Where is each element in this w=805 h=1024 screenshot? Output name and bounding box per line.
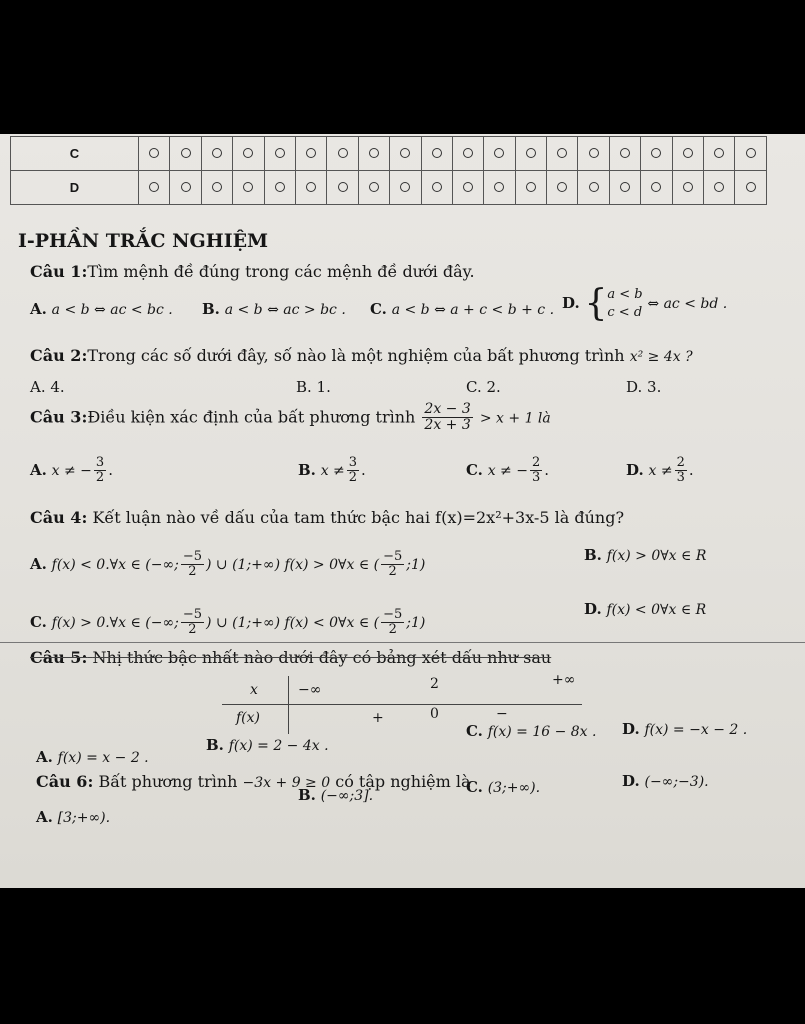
answer-cell[interactable]: [547, 137, 578, 171]
q4-option-c[interactable]: [30, 608, 425, 638]
answer-bubble[interactable]: [714, 148, 724, 158]
q3-option-a[interactable]: A. x ≠ − $\frac{3}{2}$ .: [30, 455, 113, 486]
answer-cell[interactable]: [609, 171, 640, 205]
answer-cell[interactable]: [672, 171, 703, 205]
answer-bubble[interactable]: [400, 182, 410, 192]
answer-cell[interactable]: [609, 137, 640, 171]
option-label: D.: [584, 600, 602, 618]
question-label: Câu 6:: [36, 772, 94, 791]
fraction: [381, 550, 404, 580]
fraction-numerator: 3: [95, 455, 105, 470]
answer-cell[interactable]: [484, 171, 515, 205]
option-text: a < b ⇔ a + c < b + c .: [391, 302, 555, 318]
option-text: ) ∪ (1;+∞) f(x) > 0∀x ∈ (: [206, 556, 380, 573]
option-label: D.: [626, 460, 644, 479]
exam-paper: [0, 134, 805, 888]
fraction: [675, 456, 687, 486]
answer-cell[interactable]: [704, 171, 735, 205]
option-label: A.: [30, 300, 47, 318]
answer-bubble[interactable]: [243, 182, 253, 192]
answer-bubble[interactable]: [275, 148, 285, 158]
sign-table-pos-inf: +∞: [552, 672, 576, 688]
fraction: [530, 456, 542, 486]
q5-option-a[interactable]: [36, 748, 149, 766]
sign-table-zero: 0: [430, 706, 439, 722]
fraction-denominator: 3: [531, 470, 541, 486]
q6-option-b[interactable]: [298, 786, 373, 804]
answer-cell[interactable]: [578, 137, 609, 171]
answer-cell[interactable]: [170, 171, 201, 205]
option-text: ) ∪ (1;+∞) f(x) < 0∀x ∈ (: [206, 614, 380, 631]
fraction-denominator: 2x + 3: [424, 417, 471, 434]
answer-row-d: [11, 171, 767, 205]
answer-bubble[interactable]: [463, 148, 473, 158]
q1-option-b[interactable]: [202, 300, 346, 318]
q4-option-b[interactable]: [584, 546, 706, 564]
answer-row-c: [11, 137, 767, 171]
option-text: f(x) = 16 − 8x .: [487, 724, 597, 740]
answer-cell[interactable]: [327, 171, 358, 205]
answer-bubble[interactable]: [432, 148, 442, 158]
answer-cell[interactable]: [421, 137, 452, 171]
answer-bubble[interactable]: [212, 148, 222, 158]
option-label: C.: [466, 460, 483, 479]
answer-bubble[interactable]: [651, 148, 661, 158]
paper-fold-line: [0, 642, 805, 643]
fraction-denominator: 3: [676, 470, 685, 486]
answer-cell[interactable]: [201, 171, 232, 205]
fraction-denominator: 2: [188, 564, 197, 580]
answer-bubble[interactable]: [557, 182, 567, 192]
answer-bubble[interactable]: [338, 148, 348, 158]
option-text: ;1): [406, 614, 426, 631]
fraction: [181, 550, 204, 580]
q5-option-b[interactable]: [206, 736, 329, 754]
sign-table-root: 2: [430, 676, 439, 692]
answer-bubble[interactable]: [589, 182, 599, 192]
answer-cell[interactable]: [170, 137, 201, 171]
answer-cell[interactable]: [515, 171, 546, 205]
option-text: x ≠: [648, 462, 673, 479]
q1-option-a[interactable]: [30, 300, 173, 318]
q5-option-c[interactable]: [466, 722, 596, 740]
fraction: [181, 608, 204, 638]
q2-option-c[interactable]: C. 2.: [466, 378, 501, 396]
question-expression: > x + 1 là: [479, 410, 551, 427]
question-label: Câu 2:: [30, 346, 88, 365]
answer-bubble[interactable]: [432, 182, 442, 192]
fraction: [94, 456, 106, 486]
option-text: f(x) = x − 2 .: [57, 750, 149, 766]
answer-cell[interactable]: [358, 171, 389, 205]
question-label: Câu 1:: [30, 262, 88, 281]
answer-bubble[interactable]: [746, 148, 756, 158]
answer-bubble[interactable]: [651, 182, 661, 192]
option-text: f(x) > 0.∀x ∈ (−∞;: [51, 614, 179, 631]
answer-cell[interactable]: [295, 171, 326, 205]
q6-option-c[interactable]: [466, 778, 540, 796]
answer-bubble[interactable]: [589, 148, 599, 158]
answer-bubble[interactable]: [306, 182, 316, 192]
option-label: A.: [36, 808, 53, 826]
answer-cell[interactable]: [672, 137, 703, 171]
answer-cell[interactable]: [547, 171, 578, 205]
option-text: [3;+∞).: [57, 810, 111, 826]
fraction-numerator: −5: [182, 549, 202, 564]
row-label: D: [11, 171, 139, 205]
brace-rows: [607, 286, 642, 321]
answer-bubble[interactable]: [683, 148, 693, 158]
question-6: [36, 772, 471, 791]
q6-option-a[interactable]: [36, 808, 110, 826]
fraction: [422, 402, 472, 434]
option-label: C.: [466, 778, 483, 796]
question-5: [30, 648, 551, 667]
question-3: [30, 402, 551, 434]
option-label: D.: [622, 772, 640, 790]
answer-cell[interactable]: [641, 137, 672, 171]
fraction-numerator: −5: [383, 607, 403, 622]
option-text: a < b ⇔ ac < bc .: [51, 302, 173, 318]
option-text: f(x) < 0.∀x ∈ (−∞;: [51, 556, 179, 573]
answer-bubble[interactable]: [306, 148, 316, 158]
row-label: C: [11, 137, 139, 171]
option-label: B.: [206, 736, 224, 754]
q2-option-a[interactable]: A. 4.: [30, 378, 65, 396]
answer-bubble[interactable]: [463, 182, 473, 192]
answer-bubble[interactable]: [338, 182, 348, 192]
option-label: D.: [562, 294, 580, 312]
question-text: Trong các số dưới đây, số nào là một nghiệm của bất phương trình: [87, 346, 625, 365]
system-row: a < b: [607, 287, 643, 303]
answer-bubble[interactable]: [620, 148, 630, 158]
sign-table-hline: [222, 704, 582, 705]
sign-table-sign-left: +: [372, 710, 384, 726]
fraction-denominator: 2: [95, 470, 105, 486]
option-text: x ≠ −: [51, 462, 92, 479]
q2-option-d[interactable]: D. 3.: [626, 378, 662, 396]
question-expression: −3x + 9 ≥ 0: [242, 775, 331, 791]
answer-bubble[interactable]: [526, 182, 536, 192]
answer-cell[interactable]: [390, 171, 421, 205]
question-text: Điều kiện xác định của bất phương trình: [87, 407, 416, 427]
brace-symbol: {: [584, 283, 608, 324]
option-label: C.: [370, 300, 387, 318]
question-text: Nhị thức bậc nhất nào dưới đây có bảng xét dấu như sau: [92, 648, 552, 667]
option-label: A.: [30, 460, 47, 479]
q3-option-d[interactable]: D. x ≠ $\frac{2}{3}$ .: [626, 455, 694, 486]
option-label: B.: [202, 300, 220, 318]
answer-cell[interactable]: [264, 137, 295, 171]
question-1: [30, 262, 475, 281]
answer-bubble[interactable]: [181, 182, 191, 192]
answer-bubble[interactable]: [275, 182, 285, 192]
fraction-denominator: 2: [388, 564, 397, 580]
option-text: f(x) = −x − 2 .: [644, 722, 748, 738]
q5-option-d[interactable]: [622, 720, 747, 738]
answer-bubble[interactable]: [746, 182, 756, 192]
fraction-numerator: 2: [531, 455, 541, 470]
answer-cell[interactable]: [327, 137, 358, 171]
answer-bubble[interactable]: [149, 148, 159, 158]
option-text: f(x) = 2 − 4x .: [228, 738, 329, 754]
q2-option-b[interactable]: B. 1.: [296, 378, 331, 396]
option-label: A.: [36, 748, 53, 766]
answer-bubble[interactable]: [400, 148, 410, 158]
question-label: Câu 4:: [30, 508, 88, 527]
answer-cell[interactable]: [421, 171, 452, 205]
answer-cell[interactable]: [201, 137, 232, 171]
option-text: ⇔ ac < bd .: [647, 296, 728, 312]
answer-bubble[interactable]: [683, 182, 693, 192]
question-text: Tìm mệnh đề đúng trong các mệnh đề dưới đây.: [87, 262, 475, 281]
sign-table-vline: [288, 676, 289, 734]
fraction-denominator: 2: [388, 622, 397, 638]
answer-cell[interactable]: [139, 137, 170, 171]
fraction-numerator: 3: [348, 455, 358, 470]
option-label: C.: [466, 722, 483, 740]
answer-cell[interactable]: [295, 137, 326, 171]
option-label: B.: [584, 546, 602, 564]
answer-cell[interactable]: [139, 171, 170, 205]
question-text: Bất phương trình: [98, 772, 238, 791]
answer-bubble[interactable]: [494, 148, 504, 158]
option-label: B.: [298, 460, 316, 479]
q4-option-d[interactable]: [584, 600, 706, 618]
answer-cell[interactable]: [704, 137, 735, 171]
answer-cell[interactable]: [452, 171, 483, 205]
q4-option-a[interactable]: [30, 550, 425, 580]
answer-cell[interactable]: [264, 171, 295, 205]
option-text: f(x) < 0∀x ∈ R: [606, 602, 707, 618]
answer-cell[interactable]: [735, 137, 766, 171]
answer-bubble[interactable]: [369, 182, 379, 192]
fraction-numerator: −5: [383, 549, 403, 564]
option-text: x ≠: [320, 462, 345, 479]
answer-cell[interactable]: [578, 171, 609, 205]
answer-bubble[interactable]: [243, 148, 253, 158]
sign-table-fx: f(x): [236, 710, 261, 726]
answer-bubble[interactable]: [149, 182, 159, 192]
answer-grid: [10, 136, 767, 205]
question-4: [30, 508, 624, 527]
answer-cell[interactable]: [233, 171, 264, 205]
answer-cell[interactable]: [484, 137, 515, 171]
answer-cell[interactable]: [390, 137, 421, 171]
fraction-numerator: 2x − 3: [424, 401, 471, 417]
fraction-numerator: 2: [676, 455, 685, 470]
answer-cell[interactable]: [233, 137, 264, 171]
answer-bubble[interactable]: [557, 148, 567, 158]
question-label: Câu 5:: [30, 648, 88, 667]
q3-option-b[interactable]: B. x ≠ $\frac{3}{2}$ .: [298, 455, 366, 486]
answer-cell[interactable]: [358, 137, 389, 171]
option-text: (3;+∞).: [487, 780, 541, 796]
section-title: I-PHẦN TRẮC NGHIỆM: [18, 230, 269, 252]
fraction: [381, 608, 404, 638]
answer-cell[interactable]: [641, 171, 672, 205]
answer-cell[interactable]: [452, 137, 483, 171]
answer-bubble[interactable]: [181, 148, 191, 158]
q1-option-c[interactable]: [370, 300, 554, 318]
fraction-numerator: −5: [182, 607, 203, 622]
option-text: ;1): [406, 556, 426, 573]
answer-cell[interactable]: [735, 171, 766, 205]
fraction-denominator: 2: [348, 470, 358, 486]
answer-bubble[interactable]: [212, 182, 222, 192]
q6-option-d[interactable]: [622, 772, 709, 790]
fraction-denominator: 2: [188, 622, 197, 638]
question-text-tail: có tập nghiệm là: [335, 772, 471, 791]
question-2: [30, 346, 693, 365]
fraction: [347, 456, 359, 486]
system-of-inequalities: [584, 283, 643, 324]
option-text: a < b ⇔ ac > bc .: [224, 302, 346, 318]
question-label: Câu 3:: [30, 407, 88, 427]
option-text: x ≠ −: [487, 462, 528, 479]
option-label: C.: [30, 612, 47, 631]
answer-bubble[interactable]: [369, 148, 379, 158]
answer-cell[interactable]: [515, 137, 546, 171]
sign-table-x: x: [250, 682, 258, 698]
question-expression: x² ≥ 4x ?: [629, 349, 693, 365]
option-label: B.: [298, 786, 316, 804]
option-text: (−∞;−3).: [644, 774, 709, 790]
q1-option-d[interactable]: [562, 283, 728, 324]
answer-bubble[interactable]: [620, 182, 630, 192]
option-text: (−∞;3].: [320, 788, 374, 804]
option-label: D.: [622, 720, 640, 738]
answer-bubble[interactable]: [494, 182, 504, 192]
answer-bubble[interactable]: [526, 148, 536, 158]
answer-bubble[interactable]: [714, 182, 724, 192]
system-row: c < d: [607, 305, 643, 320]
question-text: Kết luận nào về dấu của tam thức bậc hai f(x)=2x²+3x-5 là đúng?: [92, 508, 625, 527]
q3-option-c[interactable]: C. x ≠ − $\frac{2}{3}$ .: [466, 455, 550, 486]
option-text: f(x) > 0∀x ∈ R: [606, 548, 707, 564]
sign-table-sign-right: −: [496, 706, 508, 722]
sign-table-neg-inf: −∞: [298, 682, 322, 698]
option-label: A.: [30, 554, 47, 573]
